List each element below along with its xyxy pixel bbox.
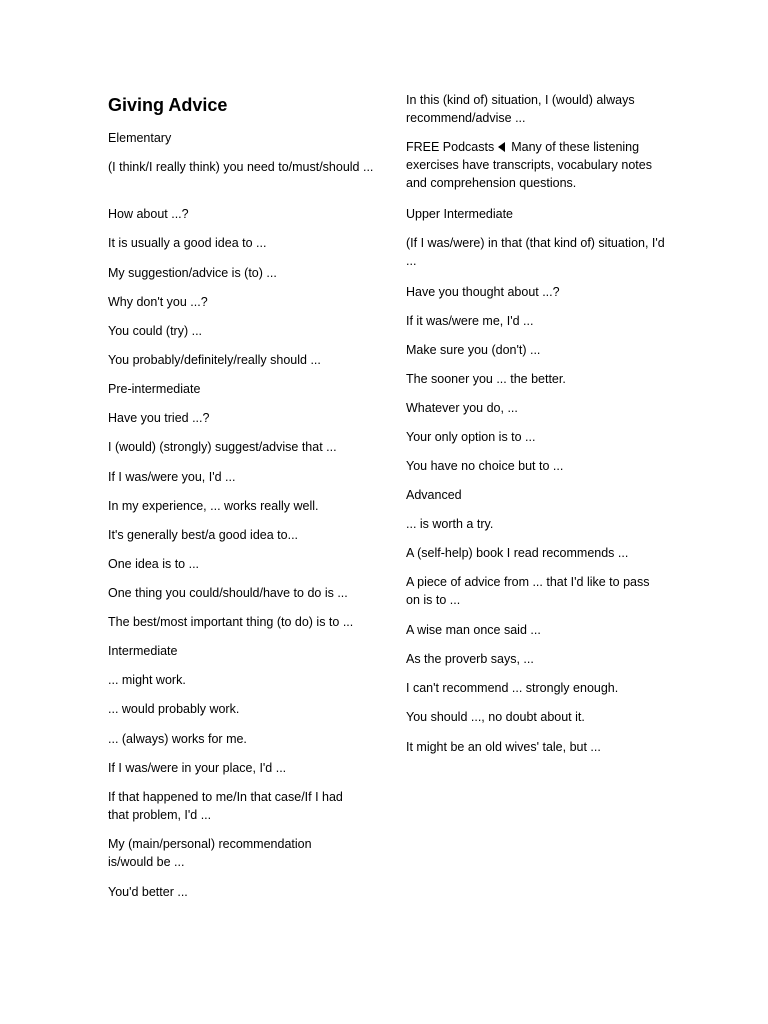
advice-phrase: Whatever you do, ...	[406, 401, 518, 415]
advice-phrase: The best/most important thing (to do) is to ...	[108, 615, 354, 629]
advice-phrase: One thing you could/should/have to do is ...	[108, 586, 348, 600]
advice-phrase: One idea is to ...	[108, 557, 200, 571]
advice-phrase: It's generally best/a good idea to...	[108, 528, 299, 542]
advice-phrase: ... (always) works for me.	[108, 732, 247, 746]
advice-phrase: It might be an old wives' tale, but ...	[406, 740, 601, 754]
advice-phrase: (I think/I really think) you need to/must/should ...	[108, 160, 374, 174]
level-heading: Pre-intermediate	[108, 382, 201, 396]
advice-phrase: My (main/personal) recommendation is/would be ...	[108, 837, 312, 869]
advice-phrase: ... would probably work.	[108, 702, 240, 716]
page-title: Giving Advice	[108, 95, 228, 115]
advice-phrase: In this (kind of) situation, I (would) always recommend/advise ...	[406, 93, 635, 125]
advice-phrase: ... is worth a try.	[406, 517, 494, 531]
advice-phrase: It is usually a good idea to ...	[108, 236, 267, 250]
advice-phrase: If I was/were in your place, I'd ...	[108, 761, 287, 775]
advice-phrase: If it was/were me, I'd ...	[406, 314, 534, 328]
level-heading: Upper Intermediate	[406, 207, 514, 221]
advice-phrase: A (self-help) book I read recommends ...	[406, 546, 629, 560]
podcast-note	[406, 138, 668, 192]
advice-phrase: A piece of advice from ... that I'd like to pass on is to ...	[406, 575, 650, 607]
advice-phrase: (If I was/were) in that (that kind of) situation, I'd ...	[406, 236, 665, 268]
advice-phrase: In my experience, ... works really well.	[108, 499, 319, 513]
advice-phrase: If that happened to me/In that case/If I had that problem, I'd ...	[108, 790, 343, 822]
advice-phrase: ... might work.	[108, 673, 186, 687]
advice-phrase: I can't recommend ... strongly enough.	[406, 681, 619, 695]
advice-phrase: If I was/were you, I'd ...	[108, 470, 236, 484]
advice-phrase: You could (try) ...	[108, 324, 203, 338]
level-heading: Advanced	[406, 488, 462, 502]
advice-phrase: I (would) (strongly) suggest/advise that ...	[108, 440, 337, 454]
advice-phrase: You should ..., no doubt about it.	[406, 710, 585, 724]
advice-phrase: A wise man once said ...	[406, 623, 541, 637]
level-heading: Intermediate	[108, 644, 178, 658]
advice-phrase: Why don't you ...?	[108, 295, 208, 309]
podcast-text: Many of these listening exercises have transcripts, vocabulary notes and comprehension questions.	[406, 140, 652, 190]
level-heading: Elementary	[108, 131, 172, 145]
advice-phrase: You'd better ...	[108, 885, 188, 899]
advice-phrase: You probably/definitely/really should ...	[108, 353, 321, 367]
advice-phrase: My suggestion/advice is (to) ...	[108, 266, 277, 280]
advice-phrase: How about ...?	[108, 207, 189, 221]
advice-phrase: You have no choice but to ...	[406, 459, 564, 473]
advice-phrase: As the proverb says, ...	[406, 652, 534, 666]
advice-phrase: Have you tried ...?	[108, 411, 210, 425]
advice-phrase: Your only option is to ...	[406, 430, 536, 444]
advice-phrase: Make sure you (don't) ...	[406, 343, 541, 357]
advice-phrase: Have you thought about ...?	[406, 285, 560, 299]
advice-phrase: The sooner you ... the better.	[406, 372, 566, 386]
podcast-label: FREE Podcasts	[406, 140, 495, 154]
speaker-icon	[498, 142, 505, 152]
